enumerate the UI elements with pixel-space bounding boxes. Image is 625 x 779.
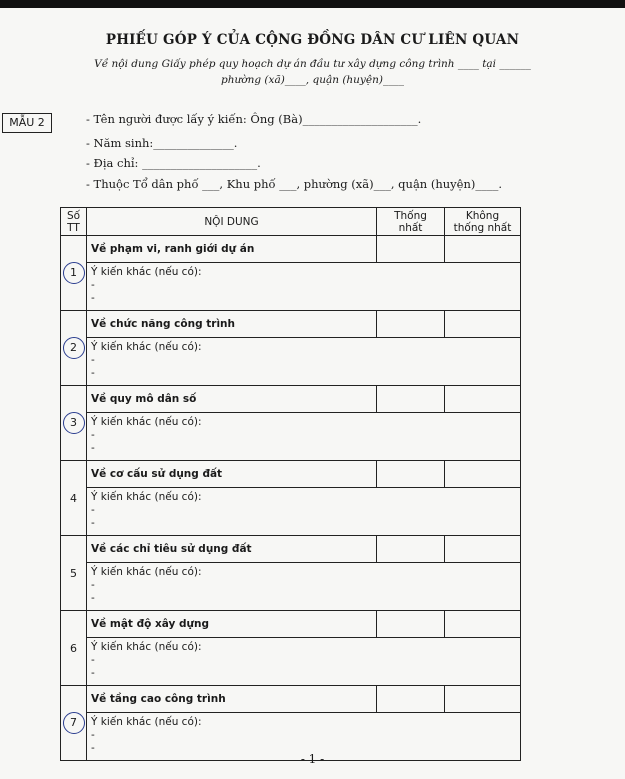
table-row [61,386,521,413]
agree-checkbox-cell[interactable] [377,311,445,338]
row-number-cell [61,386,87,461]
other-opinion-field[interactable] [87,263,521,311]
form-subtitle-line1: Về nội dung Giấy phép quy hoạch dự án đầu tư xây dựng công trình ____ tại ______ [94,58,531,70]
disagree-checkbox-cell[interactable] [445,611,521,638]
agree-checkbox-cell[interactable] [377,386,445,413]
agree-checkbox-cell[interactable] [377,461,445,488]
opinion-dash-line: - [91,742,95,754]
header-disagree: Không thống nhất [445,208,521,236]
opinion-dash-line: - [91,667,95,679]
disagree-checkbox-cell[interactable] [445,686,521,713]
table-row [61,311,521,338]
row-number-cell [61,461,87,536]
row-number-circled: 2 [63,337,85,359]
table-row-opinion [61,638,521,686]
form-subtitle-line2: phường (xã)____, quận (huyện)____ [221,74,404,86]
opinion-dash-line: - [91,517,95,529]
table-row-opinion [61,338,521,386]
opinion-dash-line: - [91,654,95,666]
row-number: 5 [70,566,77,580]
other-opinion-field[interactable] [87,638,521,686]
other-opinion-label: Ý kiến khác (nếu có): [91,716,202,728]
opinion-dash-line: - [91,429,95,441]
row-number-circled: 1 [63,262,85,284]
form-title: PHIẾU GÓP Ý CỦA CỘNG ĐỒNG DÂN CƯ LIÊN QUAN [105,32,520,48]
table-row-opinion [61,488,521,536]
scan-top-edge [0,0,625,8]
other-opinion-field[interactable] [87,413,521,461]
row-number-cell [61,536,87,611]
table-row-opinion [61,263,521,311]
feedback-table [60,207,521,761]
other-opinion-field[interactable] [87,338,521,386]
table-row [61,236,521,263]
info-address-field[interactable]: - Địa chỉ: ____________________. [86,156,261,170]
criterion-label: Về phạm vi, ranh giới dự án [87,236,377,263]
row-number-cell [61,611,87,686]
disagree-checkbox-cell[interactable] [445,536,521,563]
page-number: - 1 - [300,752,325,766]
opinion-dash-line: - [91,579,95,591]
row-number: 6 [70,641,77,655]
form-label-box: MẪU 2 [2,113,52,133]
opinion-dash-line: - [91,729,95,741]
header-agree: Thống nhất [377,208,445,236]
other-opinion-label: Ý kiến khác (nếu có): [91,416,202,428]
header-content: NỘI DUNG [87,208,377,236]
opinion-dash-line: - [91,504,95,516]
table-body [61,236,521,761]
agree-checkbox-cell[interactable] [377,536,445,563]
agree-checkbox-cell[interactable] [377,611,445,638]
other-opinion-label: Ý kiến khác (nếu có): [91,566,202,578]
opinion-dash-line: - [91,292,95,304]
opinion-dash-line: - [91,354,95,366]
criterion-label: Về quy mô dân số [87,386,377,413]
criterion-label: Về chức năng công trình [87,311,377,338]
header-no: Số TT [61,208,87,236]
opinion-dash-line: - [91,442,95,454]
row-number: 4 [70,491,77,505]
info-birth-year-field[interactable]: - Năm sinh:______________. [86,136,238,150]
opinion-dash-line: - [91,592,95,604]
table-header-row [61,208,521,236]
table-row [61,611,521,638]
criterion-label: Về cơ cấu sử dụng đất [87,461,377,488]
criterion-label: Về các chỉ tiêu sử dụng đất [87,536,377,563]
disagree-checkbox-cell[interactable] [445,311,521,338]
other-opinion-label: Ý kiến khác (nếu có): [91,341,202,353]
criterion-label: Về mật độ xây dựng [87,611,377,638]
table-row [61,686,521,713]
other-opinion-field[interactable] [87,563,521,611]
criterion-label: Về tầng cao công trình [87,686,377,713]
info-residence-field[interactable]: - Thuộc Tổ dân phố ___, Khu phố ___, phường (xã)___, quận (huyện)____. [86,177,503,191]
table-row [61,536,521,563]
disagree-checkbox-cell[interactable] [445,461,521,488]
other-opinion-label: Ý kiến khác (nếu có): [91,266,202,278]
row-number-cell [61,236,87,311]
opinion-dash-line: - [91,279,95,291]
other-opinion-field[interactable] [87,488,521,536]
disagree-checkbox-cell[interactable] [445,236,521,263]
row-number-cell [61,311,87,386]
agree-checkbox-cell[interactable] [377,236,445,263]
table-row-opinion [61,413,521,461]
row-number-circled: 3 [63,412,85,434]
other-opinion-label: Ý kiến khác (nếu có): [91,641,202,653]
agree-checkbox-cell[interactable] [377,686,445,713]
info-name-field[interactable]: - Tên người được lấy ý kiến: Ông (Bà)____________________. [86,112,422,126]
table-row [61,461,521,488]
row-number-circled: 7 [63,712,85,734]
disagree-checkbox-cell[interactable] [445,386,521,413]
other-opinion-label: Ý kiến khác (nếu có): [91,491,202,503]
table-row-opinion [61,563,521,611]
opinion-dash-line: - [91,367,95,379]
row-number-cell [61,686,87,761]
